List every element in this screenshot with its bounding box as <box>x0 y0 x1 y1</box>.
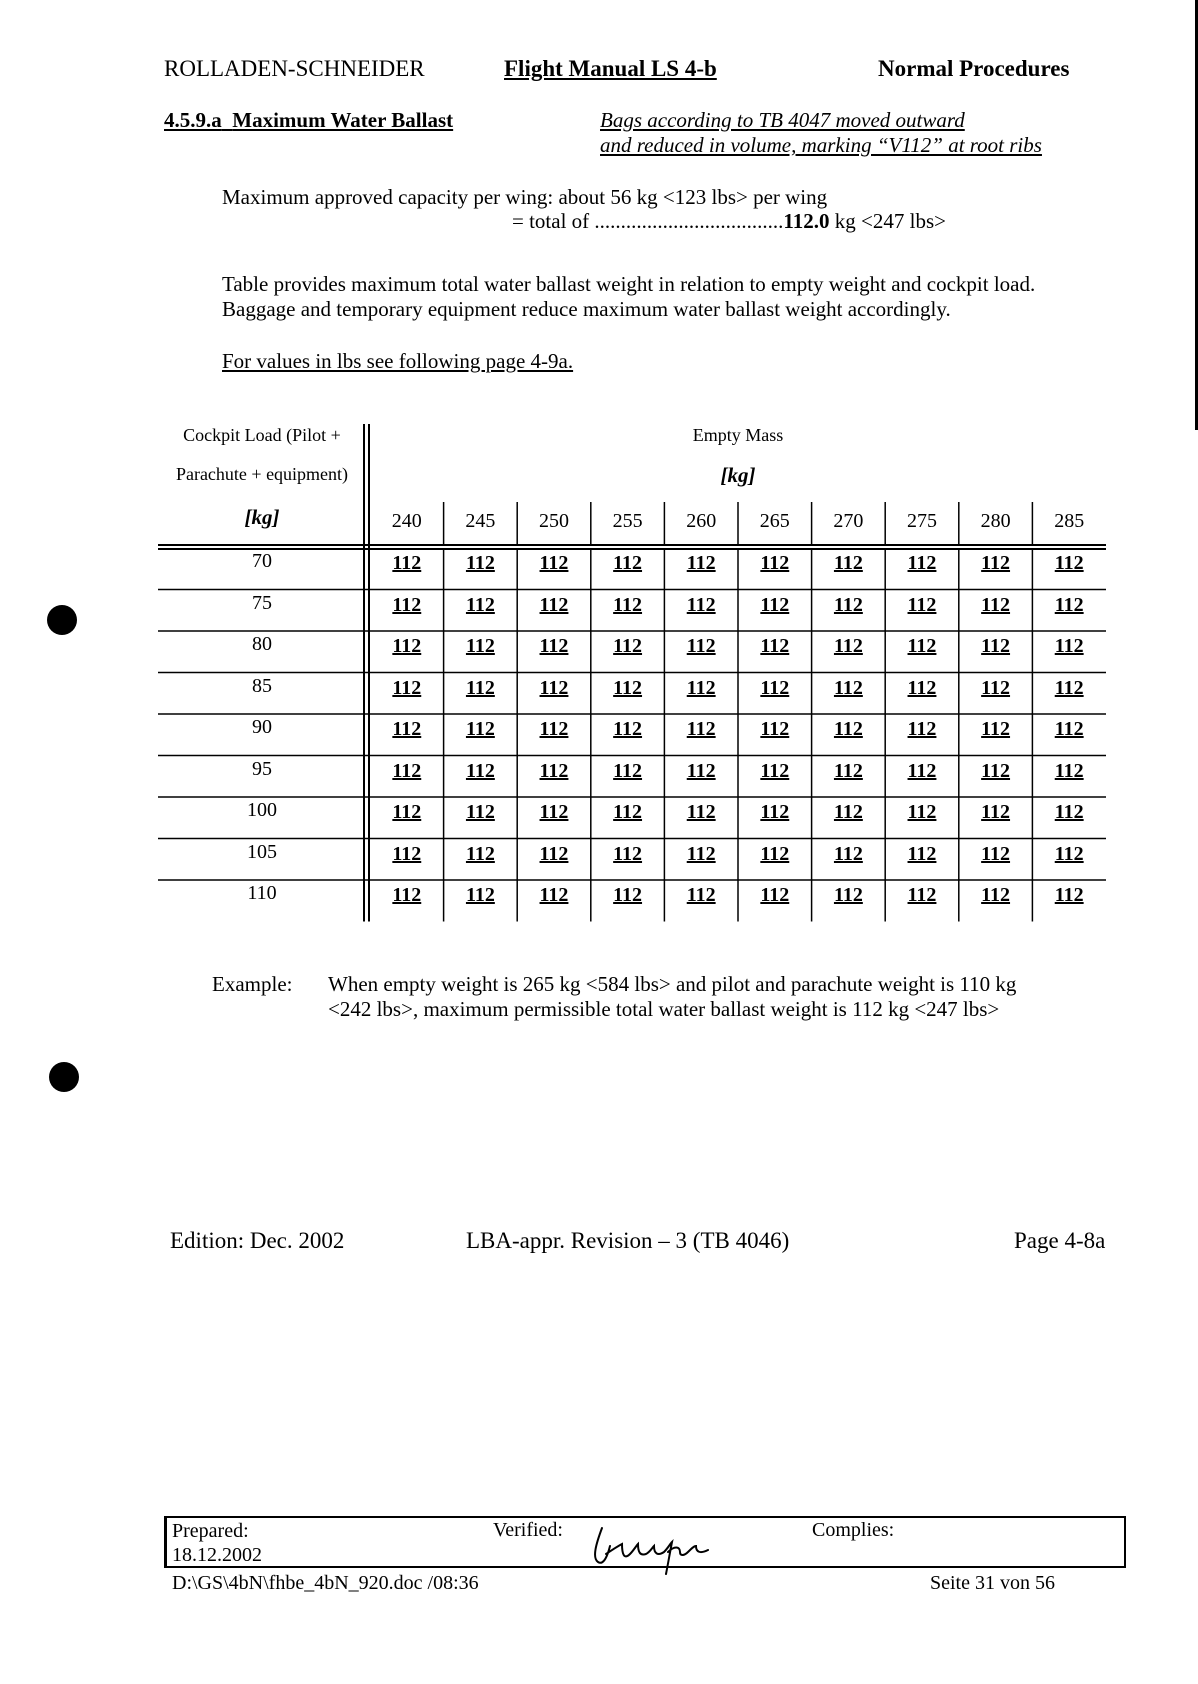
example-line1: When empty weight is 265 kg <584 lbs> and pilot and parachute weight is 110 kg <box>328 972 1017 996</box>
ballast-value-cell: 112 <box>392 635 422 657</box>
ballast-value-cell: 112 <box>1054 801 1084 823</box>
ballast-value-cell: 112 <box>539 552 569 574</box>
ballast-value-cell: 112 <box>465 759 495 782</box>
column-header-285: 285 <box>1054 510 1085 532</box>
ballast-value-cell: 112 <box>539 718 569 740</box>
ballast-value-cell: 112 <box>465 593 495 616</box>
lbs-note: For values in lbs see following page 4-9a. <box>222 349 574 373</box>
ballast-value-cell: 112 <box>907 884 937 906</box>
row-header-line2: Parachute + equipment) <box>175 464 349 484</box>
sheet-number: Seite 31 von 56 <box>930 1572 1055 1594</box>
ballast-value-cell: 112 <box>760 593 790 616</box>
binder-hole <box>47 605 77 635</box>
column-header-265: 265 <box>759 510 790 532</box>
ballast-value-cell: 112 <box>1054 842 1084 865</box>
ballast-value-cell: 112 <box>465 718 495 740</box>
ballast-value-cell: 112 <box>686 552 716 574</box>
ballast-value-cell: 112 <box>833 676 863 699</box>
ballast-value-cell: 112 <box>760 842 790 865</box>
capacity-line1: Maximum approved capacity per wing: about 56 kg <123 lbs> per wing <box>222 185 828 209</box>
ballast-value-cell: 112 <box>833 552 863 574</box>
intro-line1: Table provides maximum total water ballast weight in relation to empty weight and cockpit load. <box>222 272 1036 296</box>
prepared-date: 18.12.2002 <box>172 1544 262 1566</box>
column-header-unit: [kg] <box>720 463 756 487</box>
row-load-label: 105 <box>247 840 277 863</box>
column-header-255: 255 <box>612 510 643 532</box>
ballast-value-cell: 112 <box>981 718 1011 740</box>
ballast-value-cell: 112 <box>686 676 716 699</box>
ballast-value-cell: 112 <box>907 718 937 740</box>
ballast-value-cell: 112 <box>981 759 1011 782</box>
ballast-value-cell: 112 <box>833 842 863 865</box>
ballast-value-cell: 112 <box>981 842 1011 865</box>
ballast-value-cell: 112 <box>760 718 790 740</box>
ballast-value-cell: 112 <box>465 801 495 823</box>
ballast-value-cell: 112 <box>613 801 643 823</box>
ballast-value-cell: 112 <box>392 842 422 865</box>
ballast-value-cell: 112 <box>1054 759 1084 782</box>
ballast-value-cell: 112 <box>613 635 643 657</box>
ballast-value-cell: 112 <box>392 759 422 782</box>
ballast-value-cell: 112 <box>907 593 937 616</box>
ballast-value-cell: 112 <box>686 801 716 823</box>
ballast-value-cell: 112 <box>981 676 1011 699</box>
ballast-value-cell: 112 <box>392 801 422 823</box>
section-title: Maximum Water Ballast <box>232 108 454 132</box>
ballast-value-cell: 112 <box>1054 552 1084 574</box>
prepared-label: Prepared: <box>172 1520 249 1542</box>
section-number: 4.5.9.a <box>164 108 222 132</box>
ballast-value-cell: 112 <box>392 593 422 616</box>
ballast-value-cell: 112 <box>907 635 937 657</box>
ballast-value-cell: 112 <box>1054 718 1084 740</box>
ballast-value-cell: 112 <box>686 635 716 657</box>
verified-label: Verified: <box>493 1519 563 1541</box>
binder-hole <box>49 1062 79 1092</box>
section-note-line2: and reduced in volume, marking “V112” at root ribs <box>600 133 1042 157</box>
ballast-value-cell: 112 <box>465 676 495 699</box>
header-manual-title: Flight Manual LS 4-b <box>504 56 717 81</box>
row-header-line1: Cockpit Load (Pilot + <box>183 425 341 445</box>
ballast-value-cell: 112 <box>760 552 790 574</box>
ballast-value-cell: 112 <box>539 759 569 782</box>
ballast-value-cell: 112 <box>1054 884 1084 906</box>
footer-page-number: Page 4-8a <box>1014 1228 1106 1253</box>
ballast-value-cell: 112 <box>539 676 569 699</box>
ballast-value-cell: 112 <box>613 842 643 865</box>
ballast-value-cell: 112 <box>833 635 863 657</box>
ballast-value-cell: 112 <box>613 718 643 740</box>
ballast-value-cell: 112 <box>833 884 863 906</box>
section-heading <box>164 108 453 133</box>
example-line2: <242 lbs>, maximum permissible total water ballast weight is 112 kg <247 lbs> <box>328 997 1000 1021</box>
ballast-value-cell: 112 <box>981 884 1011 906</box>
row-load-label: 85 <box>252 674 272 697</box>
ballast-value-cell: 112 <box>760 884 790 906</box>
ballast-value-cell: 112 <box>613 552 643 574</box>
ballast-value-cell: 112 <box>686 718 716 740</box>
ballast-value-cell: 112 <box>760 635 790 657</box>
ballast-value-cell: 112 <box>1054 635 1084 657</box>
ballast-value-cell: 112 <box>539 593 569 616</box>
ballast-value-cell: 112 <box>907 759 937 782</box>
row-header-unit: [kg] <box>244 505 280 529</box>
column-header-270: 270 <box>833 510 864 532</box>
ballast-value-cell: 112 <box>539 842 569 865</box>
section-note-line1: Bags according to TB 4047 moved outward <box>600 108 965 132</box>
footer-edition: Edition: Dec. 2002 <box>170 1228 345 1253</box>
ballast-value-cell: 112 <box>613 593 643 616</box>
row-load-label: 80 <box>252 633 272 655</box>
row-load-label: 95 <box>252 757 272 780</box>
ballast-value-cell: 112 <box>539 884 569 906</box>
ballast-value-cell: 112 <box>613 759 643 782</box>
capacity-total-suffix: kg <247 lbs> <box>829 209 946 233</box>
verified-signature <box>588 1524 718 1576</box>
ballast-value-cell: 112 <box>907 552 937 574</box>
ballast-value-cell: 112 <box>907 801 937 823</box>
ballast-value-cell: 112 <box>613 884 643 906</box>
row-load-label: 110 <box>247 882 277 904</box>
ballast-value-cell: 112 <box>465 842 495 865</box>
ballast-value-cell: 112 <box>760 676 790 699</box>
ballast-value-cell: 112 <box>465 552 495 574</box>
ballast-value-cell: 112 <box>539 635 569 657</box>
column-header-275: 275 <box>906 510 937 532</box>
column-header-240: 240 <box>391 510 422 532</box>
ballast-value-cell: 112 <box>686 759 716 782</box>
row-load-label: 75 <box>252 591 272 614</box>
ballast-value-cell: 112 <box>981 635 1011 657</box>
intro-line2: Baggage and temporary equipment reduce maximum water ballast weight accordingly. <box>222 297 951 321</box>
ballast-value-cell: 112 <box>539 801 569 823</box>
complies-label: Complies: <box>812 1519 895 1541</box>
ballast-value-cell: 112 <box>392 676 422 699</box>
capacity-total-prefix: = total of .................................... <box>512 209 784 233</box>
ballast-value-cell: 112 <box>392 718 422 740</box>
file-path: D:\GS\4bN\fhbe_4bN_920.doc /08:36 <box>172 1572 479 1594</box>
ballast-value-cell: 112 <box>465 635 495 657</box>
column-header-280: 280 <box>980 510 1011 532</box>
ballast-value-cell: 112 <box>392 884 422 906</box>
footer-approval: LBA-appr. Revision – 3 (TB 4046) <box>466 1228 790 1253</box>
ballast-value-cell: 112 <box>907 842 937 865</box>
ballast-value-cell: 112 <box>613 676 643 699</box>
capacity-total-value: 112.0 <box>783 209 830 233</box>
ballast-value-cell: 112 <box>392 552 422 574</box>
ballast-value-cell: 112 <box>686 884 716 906</box>
ballast-value-cell: 112 <box>981 801 1011 823</box>
ballast-value-cell: 112 <box>833 718 863 740</box>
ballast-value-cell: 112 <box>760 801 790 823</box>
ballast-value-cell: 112 <box>760 759 790 782</box>
column-header-250: 250 <box>538 510 569 532</box>
ballast-value-cell: 112 <box>465 884 495 906</box>
header-company: ROLLADEN-SCHNEIDER <box>164 56 425 81</box>
capacity-line2 <box>512 209 946 234</box>
ballast-value-cell: 112 <box>833 759 863 782</box>
ballast-value-cell: 112 <box>907 676 937 699</box>
ballast-value-cell: 112 <box>833 593 863 616</box>
column-header-260: 260 <box>686 510 717 532</box>
row-load-label: 90 <box>252 716 272 738</box>
header-chapter: Normal Procedures <box>878 56 1070 81</box>
row-load-label: 70 <box>252 550 272 572</box>
column-header-245: 245 <box>465 510 496 532</box>
example-label: Example: <box>212 972 293 996</box>
ballast-value-cell: 112 <box>686 842 716 865</box>
ballast-value-cell: 112 <box>1054 593 1084 616</box>
ballast-value-cell: 112 <box>981 593 1011 616</box>
ballast-value-cell: 112 <box>833 801 863 823</box>
row-load-label: 100 <box>247 799 277 821</box>
ballast-value-cell: 112 <box>981 552 1011 574</box>
ballast-value-cell: 112 <box>686 593 716 616</box>
column-header: Empty Mass <box>692 425 784 445</box>
ballast-value-cell: 112 <box>1054 676 1084 699</box>
